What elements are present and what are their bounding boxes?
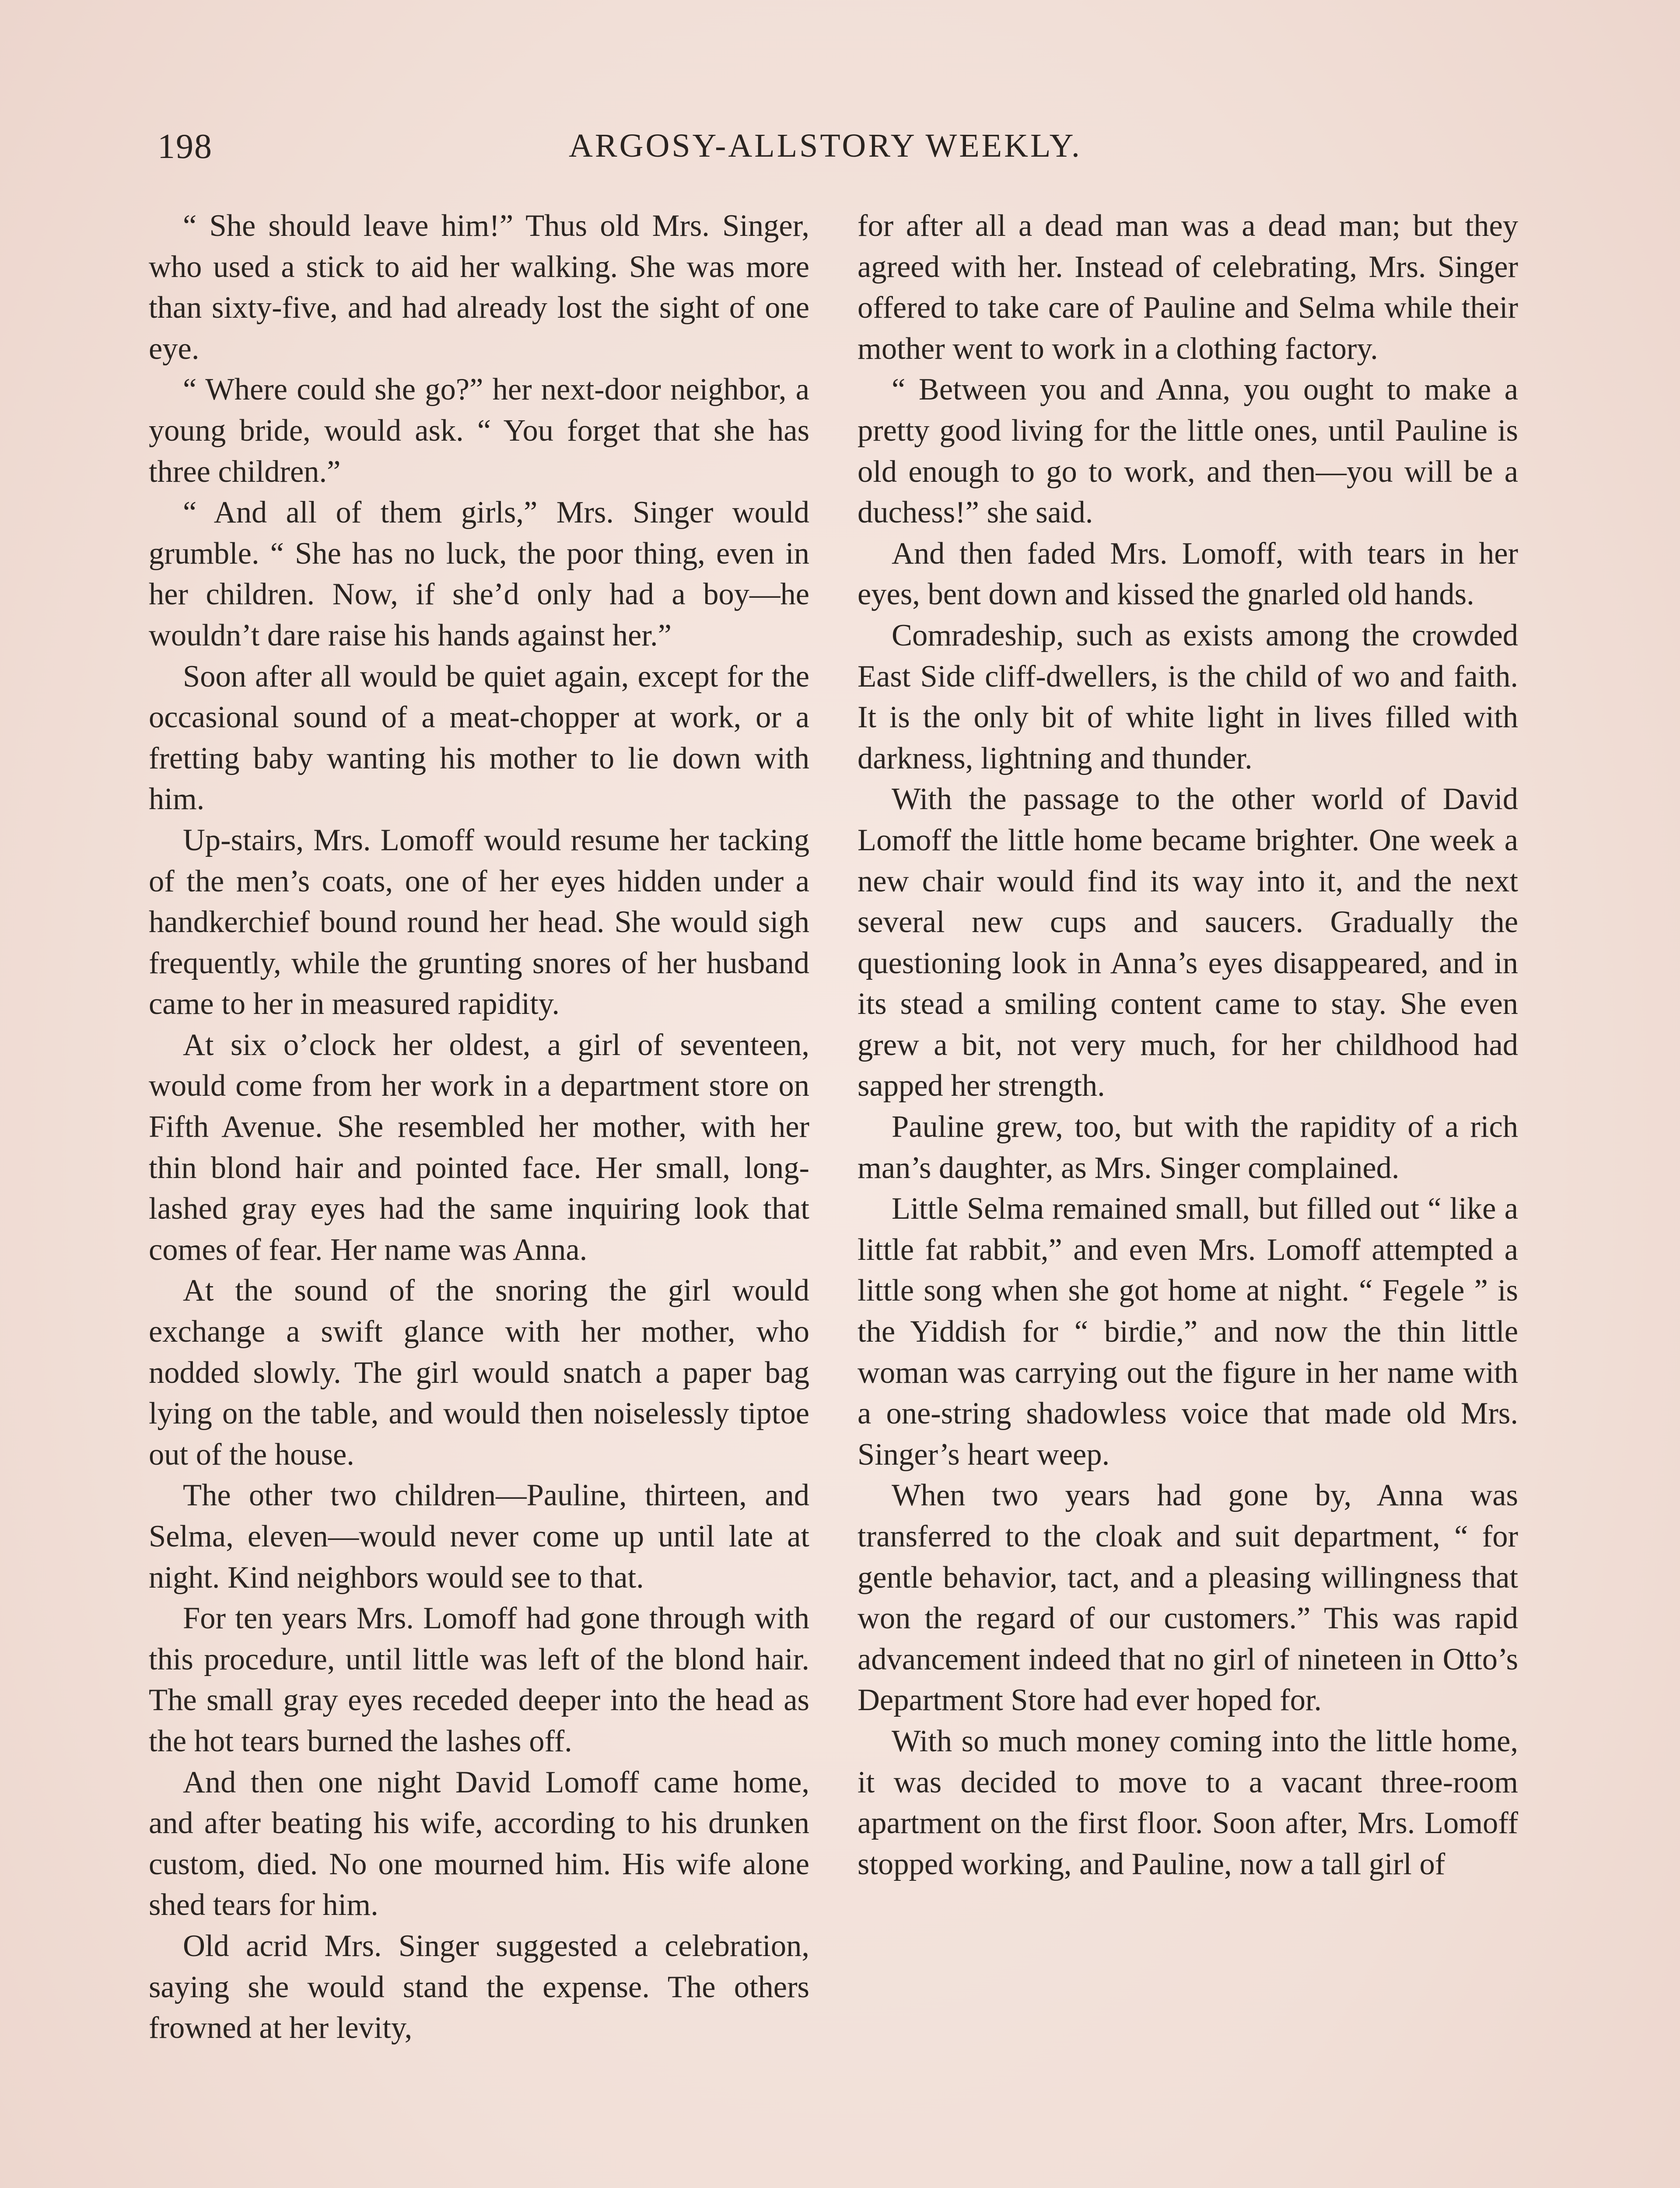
- page-number: 198: [158, 127, 213, 166]
- paragraph: “ Between you and Anna, you ought to make a pretty good living for the little ones, until Pauline is old enough to go to work, and then—you will be a duchess!” she said.: [858, 372, 1518, 530]
- page-header: [158, 127, 1138, 184]
- paragraph: Comradeship, such as exists among the crowded East Side cliff-dwellers, is the child of wo and faith. It is the only bit of white light in lives filled with darkness, lightning and thunder.: [858, 618, 1518, 775]
- right-column: [858, 206, 1518, 2188]
- paragraph: With so much money coming into the little home, it was decided to move to a vacant three-room apartment on the first floor. Soon after, Mrs. Lomoff stopped working, and Pauline, now a tall girl of: [858, 1724, 1518, 1881]
- paragraph: Up-stairs, Mrs. Lomoff would resume her tacking of the men’s coats, one of her eyes hidden under a handkerchief bound round her head. She would sigh frequently, while the grunting snores of her husband came to her in measured rapidity.: [149, 823, 809, 1021]
- paragraph-continued: for after all a dead man was a dead man; but they agreed with her. Instead of celebrating, Mrs. Singer offered to take care of Pauline and Selma while their mother went to work in a clothing factory.: [858, 209, 1518, 366]
- paragraph: At six o’clock her oldest, a girl of seventeen, would come from her work in a department store on Fifth Avenue. She resembled her mother, with her thin blond hair and pointed face. Her small, long-lashed gray eyes had the same inquiring look that comes of fear. Her name was Anna.: [149, 1027, 809, 1267]
- paragraph: “ And all of them girls,” Mrs. Singer would grumble. “ She has no luck, the poor thing, even in her children. Now, if she’d only had a boy—he wouldn’t dare raise his hands against her.”: [149, 495, 809, 652]
- left-column: [149, 206, 809, 2188]
- paragraph: And then faded Mrs. Lomoff, with tears in her eyes, bent down and kissed the gnarled old hands.: [858, 536, 1518, 612]
- paragraph: At the sound of the snoring the girl would exchange a swift glance with her mother, who nodded slowly. The girl would snatch a paper bag lying on the table, and would then noiselessly tiptoe out of the house.: [149, 1273, 809, 1472]
- paragraph: Soon after all would be quiet again, except for the occasional sound of a meat-chopper at work, or a fretting baby wanting his mother to lie down with him.: [149, 659, 809, 817]
- paragraph: Little Selma remained small, but filled out “ like a little fat rabbit,” and even Mrs. Lomoff attempted a little song when she got home at night. “ Fegele ” is the Yiddish for “ birdie,” and now the thin little woman was carrying out the figure in her name with a one-string shadowless voice that made old Mrs. Singer’s heart weep.: [858, 1192, 1518, 1472]
- paragraph: “ Where could she go?” her next-door neighbor, a young bride, would ask. “ You forget that she has three children.”: [149, 372, 809, 489]
- paragraph: The other two children—Pauline, thirteen, and Selma, eleven—would never come up until late at night. Kind neighbors would see to that.: [149, 1478, 809, 1595]
- running-title: ARGOSY-ALLSTORY WEEKLY.: [569, 127, 1082, 164]
- paragraph: For ten years Mrs. Lomoff had gone through with this procedure, until little was left of the blond hair. The small gray eyes receded deeper into the head as the hot tears burned the lashes off.: [149, 1601, 809, 1758]
- paragraph: “ She should leave him!” Thus old Mrs. Singer, who used a stick to aid her walking. She was more than sixty-five, and had already lost the sight of one eye.: [149, 209, 809, 366]
- paragraph: When two years had gone by, Anna was transferred to the cloak and suit department, “ for gentle behavior, tact, and a pleasing willingness that won the regard of our customers.” This was rapid advancement indeed that no girl of nineteen in Otto’s Department Store had ever hoped for.: [858, 1478, 1518, 1718]
- paragraph: Pauline grew, too, but with the rapidity of a rich man’s daughter, as Mrs. Singer complained.: [858, 1110, 1518, 1185]
- paragraph: And then one night David Lomoff came home, and after beating his wife, according to his drunken custom, died. No one mourned him. His wife alone shed tears for him.: [149, 1765, 809, 1922]
- paragraph: Old acrid Mrs. Singer suggested a celebration, saying she would stand the expense. The others frowned at her levity,: [149, 1929, 809, 2045]
- paragraph: With the passage to the other world of David Lomoff the little home became brighter. One week a new chair would find its way into it, and the next several new cups and saucers. Gradually the questioning look in Anna’s eyes disappeared, and in its stead a smiling content came to stay. She even grew a bit, not very much, for her childhood had sapped her strength.: [858, 782, 1518, 1103]
